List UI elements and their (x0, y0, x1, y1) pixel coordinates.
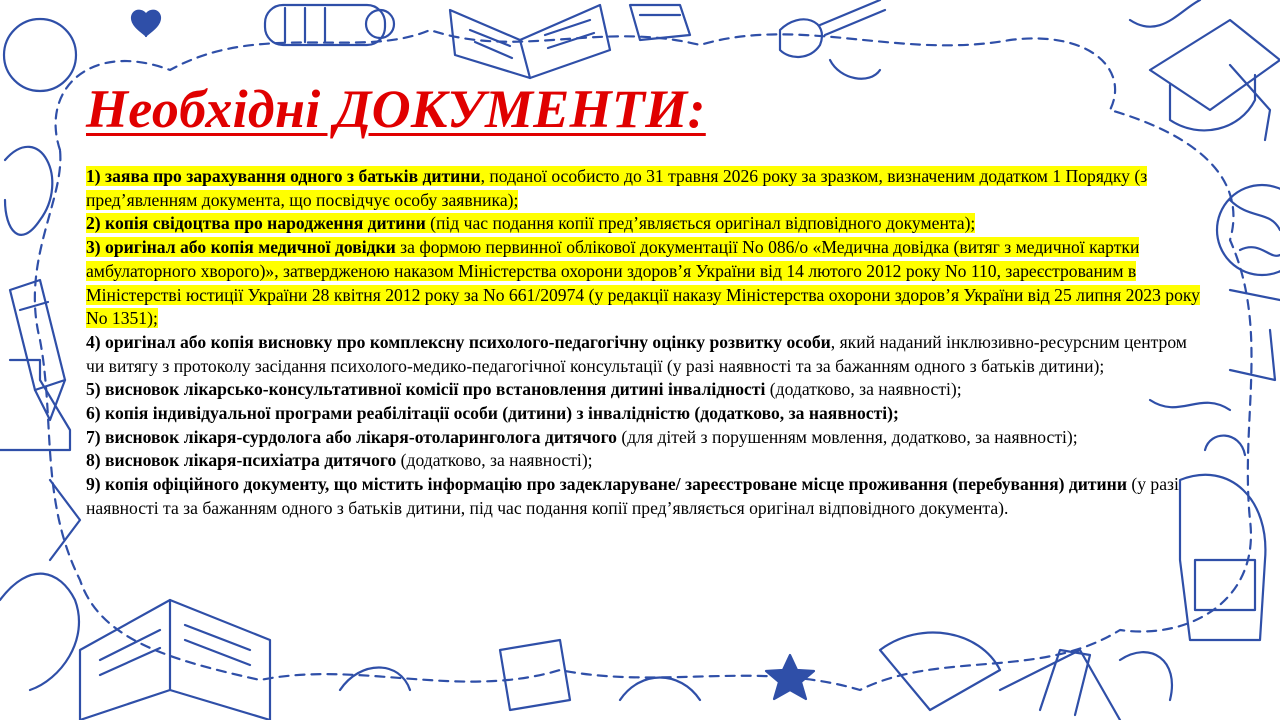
item-text: (додатково, за наявності); (396, 450, 593, 471)
list-item (86, 212, 1206, 236)
item-text: , який наданий інклюзивно-ресурсним центром чи витягу з протоколу засідання психолого-медико-педагогічної консультації (у разі наявності та за бажанням одного з батьків дитини); (86, 331, 1187, 376)
item-text: (додатково, за наявності); (765, 379, 962, 400)
book-icon (80, 600, 270, 720)
page-title: Необхідні ДОКУМЕНТИ: (86, 79, 706, 139)
item-bold-text: 7) висновок лікаря-сурдолога або лікаря-отоларинголога дитячого (86, 426, 617, 447)
item-bold-text: 5) висновок лікарсько-консультативної комісії про встановлення дитині інвалідності (86, 379, 766, 400)
scroll-icon (265, 5, 394, 45)
item-text: за формою первинної облікової документації No 086/о «Медична довідка (витяг з медичної картки амбулаторного хворого)», затвердженою наказом Міністерства охорони здоров’я України від 14 лютого 2012 року No 110, зареєстрованим в Міністерстві юстиції України 28 квітня 2012 року за No 661/20974 (у редакції наказу Міністерства охорони здоров’я України від 25 липня 2023 року No 1351); (86, 237, 1200, 329)
item-text: (під час подання копії пред’являється оригінал відповідного документа); (425, 213, 976, 234)
gradcap-icon (1150, 20, 1280, 140)
pencil-icon (10, 280, 65, 420)
item-text: (у разі наявності та за бажанням одного з батьків дитини, під час подання копії пред’являється оригінал відповідного документа). (86, 474, 1179, 518)
list-item (86, 236, 1206, 331)
list-item (86, 473, 1206, 520)
list-item (86, 449, 1206, 473)
heart-icon (132, 11, 160, 36)
box-doodle (630, 5, 690, 40)
star-icon (766, 655, 814, 699)
item-bold-text: 8) висновок лікаря-психіатра дитячого (86, 450, 397, 471)
list-item (86, 402, 1206, 426)
list-item (86, 378, 1206, 402)
item-bold-text: 3) оригінал або копія медичної довідки (86, 237, 396, 258)
item-bold-text: 6) копія індивідуальної програми реабілітації особи (дитини) з інвалідністю (додатково, за наявності); (86, 403, 899, 424)
item-bold-text: 4) оригінал або копія висновку про комплексну психолого-педагогічну оцінку розвитку особи (86, 331, 831, 352)
brush-icon (780, 0, 885, 79)
documents-list (86, 165, 1206, 521)
item-bold-text: 1) заява про зарахування одного з батьків дитини (86, 166, 481, 186)
list-item (86, 331, 1206, 378)
list-item (86, 426, 1206, 450)
list-item (86, 165, 1206, 212)
item-text: (для дітей з порушенням мовлення, додатково, за наявності); (616, 426, 1078, 447)
circle-doodle (4, 19, 76, 91)
item-text: , поданої особисто до 31 травня 2026 року за зразком, визначеним додатком 1 Порядку (з пред’явленням документа, що посвідчує особу заявника); (86, 166, 1148, 210)
item-bold-text: 9) копія офіційного документу, що містить інформацію про задекларуване/ зареєстроване місце проживання (перебування) дитини (86, 474, 1127, 495)
item-bold-text: 2) копія свідоцтва про народження дитини (86, 213, 426, 234)
globe-icon (1217, 185, 1280, 300)
flask-icon (0, 360, 70, 450)
